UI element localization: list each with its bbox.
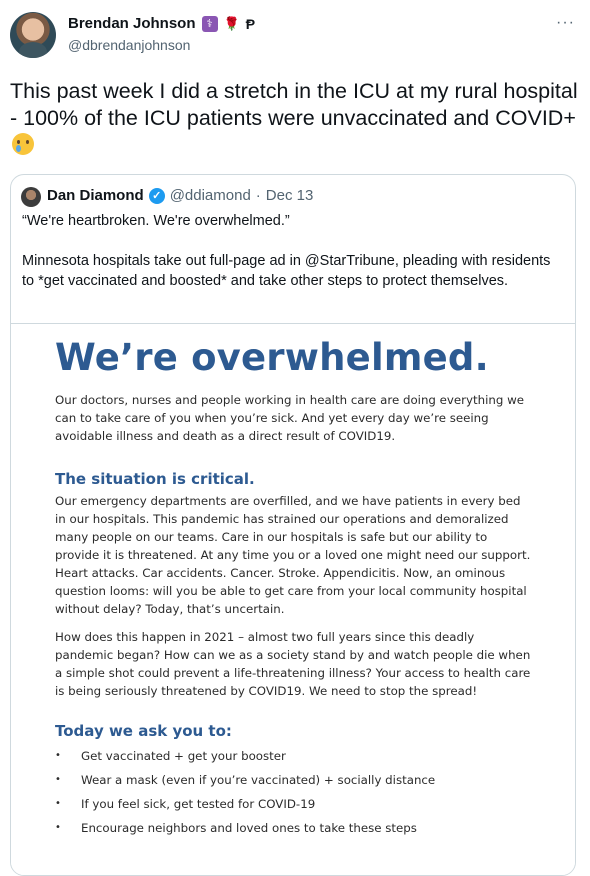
peso-symbol-icon: Ᵽ [245,15,256,32]
bullet: • [55,774,61,785]
author-name[interactable]: Brendan Johnson [68,15,196,32]
list-item [55,816,435,840]
ad-subhead-ask: Today we ask you to: [55,722,232,740]
quoted-line-1: “We're heartbroken. We're overwhelmed.” [22,213,290,229]
quoted-text [22,211,557,311]
bullet: • [55,750,61,761]
author-name-row [68,15,255,32]
quoted-handle[interactable]: @ddiamond [169,187,251,204]
tweet-text [10,78,580,159]
crying-face-icon [12,133,34,155]
tweet-body: This past week I did a stretch in the ICU at my rural hospital - 100% of the ICU patients were unvaccinated and COVID+ [10,79,578,130]
list-item [55,744,435,768]
ad-paragraph-2: How does this happen in 2021 – almost two full years since this deadly pandemic began? How can we as a society stand by and watch people die when a simple shot could prevent a life-threatening illness? Your access to health care is being seriously threatened by COVID19. We need to stop the spread! [55,630,531,698]
quoted-tweet[interactable] [10,174,576,876]
rose-icon: 🌹 [223,15,240,31]
list-item-text: Get vaccinated + get your booster [81,749,286,763]
ad-headline: We’re overwhelmed. [55,336,489,379]
list-item-text: Encourage neighbors and loved ones to take these steps [81,821,417,835]
ad-subhead-critical: The situation is critical. [55,470,255,488]
author-handle[interactable]: @dbrendanjohnson [68,37,191,53]
more-options-icon[interactable]: ··· [556,14,575,31]
bullet: • [55,822,61,833]
meta-separator: · [255,187,261,204]
list-item-text: If you feel sick, get tested for COVID-19 [81,797,316,811]
ad-ask-list [55,744,435,840]
list-item [55,768,435,792]
medical-staff-icon: ⚕ [202,16,218,32]
ad-image[interactable] [11,323,575,876]
verified-badge-icon: ✓ [149,188,165,204]
quoted-avatar[interactable] [21,187,41,207]
author-avatar[interactable] [10,12,56,58]
ad-paragraph-1: Our emergency departments are overfilled, and we have patients in every bed in our hospitals. This pandemic has strained our operations and demoralized many people on our teams. Care in our hospitals is safe but our ability to provide it is threatened. At any time you or a loved one might need our support. Heart attacks. Car accidents. Cancer. Stroke. Appendicitis. Now, an ominous question looms: will you be able to get care from your local community hospital without delay? Today, that’s uncertain. [55,494,531,616]
quoted-line-2: Minnesota hospitals take out full-page ad in @StarTribune, pleading with residents to *get vaccinated and boosted* and take other steps to protect themselves. [22,253,551,289]
quoted-date[interactable]: Dec 13 [265,187,314,204]
ad-intro: Our doctors, nurses and people working in health care are doing everything we can to take care of you when you’re sick. And yet every day we’re seeing avoidable illness and death as a direct result of COVID19. [55,393,524,443]
bullet: • [55,798,61,809]
list-item [55,792,435,816]
list-item-text: Wear a mask (even if you’re vaccinated) + socially distance [81,773,436,787]
quoted-author-name[interactable]: Dan Diamond [47,187,144,204]
quoted-name-row [47,187,313,204]
